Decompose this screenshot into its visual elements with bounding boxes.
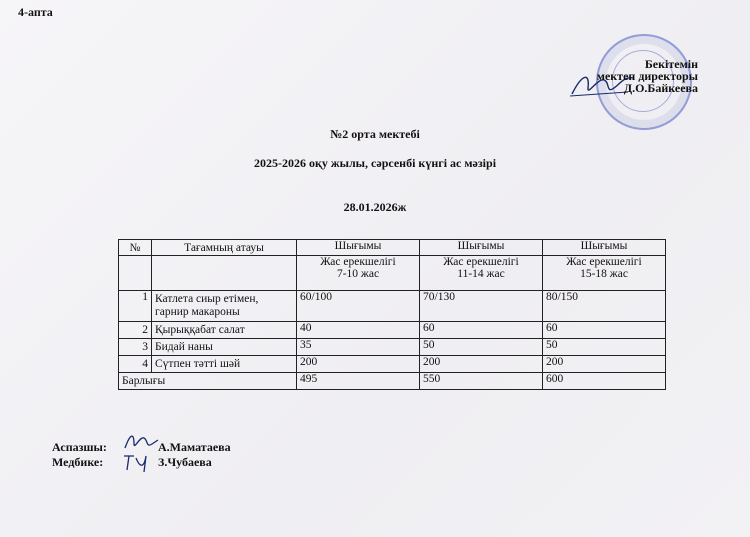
age-range-3: 15-18 жас bbox=[580, 268, 628, 280]
total-value-3: 600 bbox=[543, 373, 666, 390]
col-yield-3: Шығымы bbox=[543, 240, 666, 256]
cook-line bbox=[52, 440, 231, 455]
cook-role: Аспазшы: bbox=[52, 440, 107, 454]
yield-value-3: 60 bbox=[543, 322, 666, 339]
school-title: №2 орта мектебі bbox=[330, 127, 420, 141]
total-value-2: 550 bbox=[420, 373, 543, 390]
row-number: 4 bbox=[119, 356, 152, 373]
row-number: 1 bbox=[119, 291, 152, 322]
approve-line-3: Д.О.Байкеева bbox=[623, 81, 698, 95]
col-yield-2: Шығымы bbox=[420, 240, 543, 256]
age-empty-no bbox=[119, 256, 152, 291]
age-group-3 bbox=[543, 256, 666, 291]
menu-table bbox=[118, 239, 666, 390]
dish-name: Сүтпен тәтті шәй bbox=[152, 356, 297, 373]
yield-value-1: 60/100 bbox=[297, 291, 420, 322]
table-row bbox=[119, 339, 666, 356]
yield-value-2: 50 bbox=[420, 339, 543, 356]
table-header-row bbox=[119, 240, 666, 256]
age-group-1 bbox=[297, 256, 420, 291]
col-number: № bbox=[119, 240, 152, 256]
yield-value-3: 50 bbox=[543, 339, 666, 356]
dish-name bbox=[152, 291, 297, 322]
yield-value-2: 200 bbox=[420, 356, 543, 373]
age-range-1: 7-10 жас bbox=[336, 268, 380, 280]
row-number: 3 bbox=[119, 339, 152, 356]
dish-name: Бидай наны bbox=[152, 339, 297, 356]
dish-name-line-2: гарнир макароны bbox=[155, 306, 240, 318]
cook-name: А.Маматаева bbox=[158, 440, 231, 454]
nurse-role: Медбике: bbox=[52, 455, 104, 469]
yield-value-1: 40 bbox=[297, 322, 420, 339]
age-label-3: Жас ерекшелігі bbox=[566, 256, 642, 268]
dish-name-line-1: Катлета сиыр етімен, bbox=[155, 293, 259, 305]
nurse-name: З.Чубаева bbox=[158, 455, 212, 469]
approve-line-1: Бекітемін bbox=[644, 57, 698, 71]
age-range-2: 11-14 жас bbox=[457, 268, 505, 280]
total-value-1: 495 bbox=[297, 373, 420, 390]
yield-value-1: 35 bbox=[297, 339, 420, 356]
age-label-1: Жас ерекшелігі bbox=[320, 256, 396, 268]
menu-date: 28.01.2026ж bbox=[343, 200, 407, 214]
row-number: 2 bbox=[119, 322, 152, 339]
yield-value-1: 200 bbox=[297, 356, 420, 373]
table-row bbox=[119, 291, 666, 322]
col-dish-name: Тағамның атауы bbox=[152, 240, 297, 256]
yield-value-2: 70/130 bbox=[420, 291, 543, 322]
total-label: Барлығы bbox=[119, 373, 297, 390]
age-empty-name bbox=[152, 256, 297, 291]
age-group-2 bbox=[420, 256, 543, 291]
table-row bbox=[119, 356, 666, 373]
approval-block bbox=[597, 58, 698, 94]
age-label-2: Жас ерекшелігі bbox=[443, 256, 519, 268]
col-yield-1: Шығымы bbox=[297, 240, 420, 256]
total-row bbox=[119, 373, 666, 390]
nurse-line bbox=[52, 455, 212, 470]
approve-line-2: мектеп директоры bbox=[596, 69, 698, 83]
age-group-row bbox=[119, 256, 666, 291]
yield-value-2: 60 bbox=[420, 322, 543, 339]
yield-value-3: 200 bbox=[543, 356, 666, 373]
week-label: 4-апта bbox=[18, 5, 53, 19]
dish-name: Қырыққабат салат bbox=[152, 322, 297, 339]
yield-value-3: 80/150 bbox=[543, 291, 666, 322]
table-row bbox=[119, 322, 666, 339]
menu-title: 2025-2026 оқу жылы, сәрсенбі күнгі ас мәзірі bbox=[253, 156, 497, 170]
